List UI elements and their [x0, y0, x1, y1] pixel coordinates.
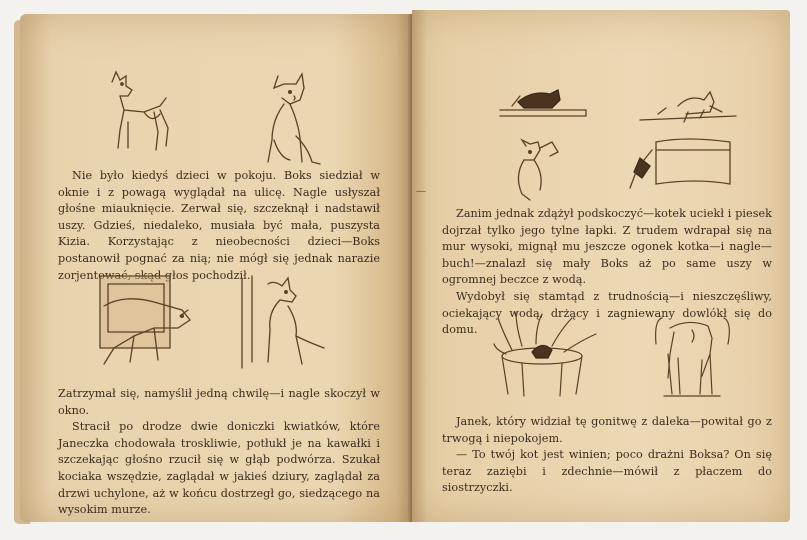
- margin-mark: —: [416, 186, 426, 197]
- dog-in-window-illustration: [94, 272, 204, 372]
- right-page: [412, 10, 790, 522]
- cat-on-wall-illustration: [498, 76, 588, 124]
- wet-dog-illustration: [652, 314, 732, 398]
- dog-jumping-illustration: [500, 138, 562, 204]
- open-book: [12, 14, 792, 526]
- dog-climbing-wall-illustration: [626, 136, 736, 196]
- dog-standing-illustration: [98, 66, 178, 158]
- right-paragraph-1: Zanim jednak zdążył podskoczyć—kotek uciekł i piesek dojrzał tylko jego tylne łapki. Z trudem wdrapał się na mur wysoki, mignął mu jeszcze ogonek kotka—i nagle—buch!—znalazł się mały Boks aż po same uszy w ogromnej beczce z wodą. Wydobył się stamtąd z trudnością—i nieszczęśliwy, ociekający wodą, drżący i zagniewany dowlókł się do domu.: [442, 207, 772, 337]
- left-paragraph-2: Zatrzymał się, namyślił jedną chwilę—i nagle skoczył w okno. Stracił po drodze dwie doniczki kwiatków, które Janeczka chodowała troskliwie, potłukł je na kawałki i szczekając głośno rzucił się w głąb podwórza. Szukał kociaka wszędzie, zaglądał w jakieś dziury, zaglądał za drzwi uchylone, aż w końcu dostrzegł go, siedzącego na wysokim murze.: [58, 387, 380, 517]
- dog-looking-out-illustration: [238, 272, 334, 372]
- left-page: [20, 14, 412, 522]
- dog-in-barrel-illustration: [492, 310, 602, 398]
- dog-sitting-illustration: [250, 70, 322, 170]
- right-paragraph-2: Janek, który widział tę gonitwę z daleka—powitał go z trwogą i niepokojem. — To twój kot jest winien; poco drażni Boksa? On się teraz zaziębi i zdechnie—mówił z płaczem do siostrzyczki.: [442, 415, 772, 495]
- cat-escaping-illustration: [638, 80, 738, 142]
- left-paragraph-1: Nie było kiedyś dzieci w pokoju. Boks siedział w oknie i z powagą wyglądał na ulicę. Nagle usłyszał głośne miauknięcie. Zerwał się, szczeknął i nadstawił uszy. Gdzieś, niedaleko, musiała być mała, puszysta Kizia. Korzystając z nieobecności dzieci—Boks postanowił pognać za nią; nie mógł się jednak narazie zorjentować, skąd głos pochodził.: [58, 169, 380, 282]
